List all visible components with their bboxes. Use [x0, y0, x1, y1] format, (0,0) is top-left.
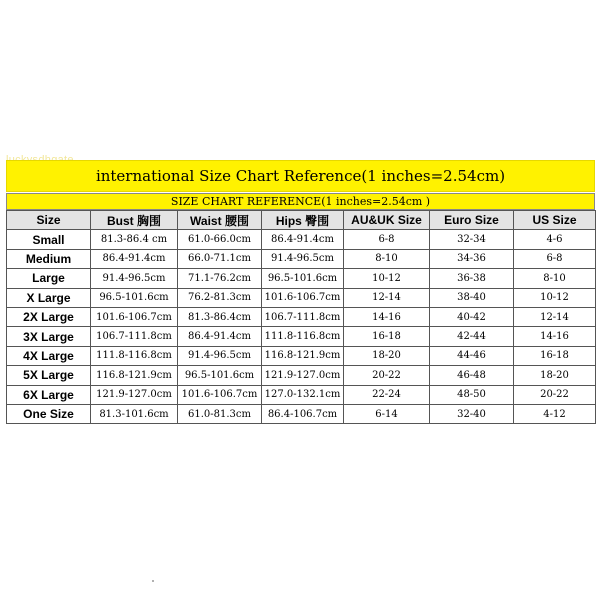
table-cell: 10-12	[344, 269, 430, 288]
table-cell: 6-8	[514, 249, 596, 268]
table-cell: 46-48	[430, 366, 514, 385]
table-cell: 20-22	[344, 366, 430, 385]
table-cell: 121.9-127.0cm	[91, 385, 178, 404]
size-name-cell: 4X Large	[7, 346, 91, 365]
table-cell: 18-20	[514, 366, 596, 385]
chart-subtitle-banner	[6, 193, 595, 210]
table-row	[7, 366, 596, 385]
table-cell: 61.0-66.0cm	[178, 230, 262, 249]
table-cell: 14-16	[514, 327, 596, 346]
size-name-cell: X Large	[7, 288, 91, 307]
table-cell: 81.3-101.6cm	[91, 404, 178, 423]
table-cell: 111.8-116.8cm	[91, 346, 178, 365]
chart-title-banner	[6, 160, 595, 192]
table-row	[7, 288, 596, 307]
table-cell: 96.5-101.6cm	[91, 288, 178, 307]
table-row	[7, 230, 596, 249]
table-cell: 6-14	[344, 404, 430, 423]
table-row	[7, 327, 596, 346]
table-cell: 10-12	[514, 288, 596, 307]
table-cell: 16-18	[344, 327, 430, 346]
table-cell: 101.6-106.7cm	[262, 288, 344, 307]
table-cell: 61.0-81.3cm	[178, 404, 262, 423]
table-cell: 121.9-127.0cm	[262, 366, 344, 385]
table-row	[7, 249, 596, 268]
chart-subtitle: SIZE CHART REFERENCE(1 inches=2.54cm )	[170, 195, 431, 208]
table-cell: 42-44	[430, 327, 514, 346]
table-cell: 81.3-86.4cm	[178, 307, 262, 326]
table-cell: 86.4-91.4cm	[262, 230, 344, 249]
table-cell: 32-34	[430, 230, 514, 249]
table-cell: 127.0-132.1cm	[262, 385, 344, 404]
table-cell: 34-36	[430, 249, 514, 268]
table-cell: 71.1-76.2cm	[178, 269, 262, 288]
size-name-cell: 2X Large	[7, 307, 91, 326]
column-header: Bust 胸围	[91, 211, 178, 230]
table-row	[7, 385, 596, 404]
stray-dot	[152, 580, 154, 582]
table-cell: 66.0-71.1cm	[178, 249, 262, 268]
size-chart-table	[6, 210, 596, 424]
table-cell: 36-38	[430, 269, 514, 288]
table-cell: 96.5-101.6cm	[178, 366, 262, 385]
table-cell: 76.2-81.3cm	[178, 288, 262, 307]
table-row	[7, 404, 596, 423]
table-cell: 91.4-96.5cm	[262, 249, 344, 268]
table-header-row	[7, 211, 596, 230]
chart-title: international Size Chart Reference(1 inches=2.54cm)	[95, 167, 506, 185]
column-header: Euro Size	[430, 211, 514, 230]
table-cell: 106.7-111.8cm	[262, 307, 344, 326]
table-cell: 44-46	[430, 346, 514, 365]
table-cell: 40-42	[430, 307, 514, 326]
table-cell: 14-16	[344, 307, 430, 326]
table-cell: 20-22	[514, 385, 596, 404]
table-cell: 96.5-101.6cm	[262, 269, 344, 288]
table-cell: 101.6-106.7cm	[91, 307, 178, 326]
table-cell: 101.6-106.7cm	[178, 385, 262, 404]
table-cell: 86.4-106.7cm	[262, 404, 344, 423]
table-row	[7, 346, 596, 365]
table-cell: 48-50	[430, 385, 514, 404]
table-cell: 86.4-91.4cm	[91, 249, 178, 268]
column-header: Hips 臀围	[262, 211, 344, 230]
table-cell: 12-14	[514, 307, 596, 326]
table-cell: 12-14	[344, 288, 430, 307]
size-name-cell: 6X Large	[7, 385, 91, 404]
column-header: US Size	[514, 211, 596, 230]
table-cell: 86.4-91.4cm	[178, 327, 262, 346]
table-cell: 116.8-121.9cm	[262, 346, 344, 365]
size-name-cell: Large	[7, 269, 91, 288]
column-header: Size	[7, 211, 91, 230]
table-cell: 38-40	[430, 288, 514, 307]
column-header: AU&UK Size	[344, 211, 430, 230]
table-cell: 8-10	[344, 249, 430, 268]
table-row	[7, 307, 596, 326]
table-row	[7, 269, 596, 288]
table-cell: 32-40	[430, 404, 514, 423]
table-cell: 111.8-116.8cm	[262, 327, 344, 346]
table-cell: 22-24	[344, 385, 430, 404]
table-cell: 91.4-96.5cm	[178, 346, 262, 365]
table-cell: 18-20	[344, 346, 430, 365]
table-cell: 6-8	[344, 230, 430, 249]
size-name-cell: One Size	[7, 404, 91, 423]
table-cell: 116.8-121.9cm	[91, 366, 178, 385]
table-cell: 8-10	[514, 269, 596, 288]
size-name-cell: Medium	[7, 249, 91, 268]
size-name-cell: 3X Large	[7, 327, 91, 346]
table-cell: 81.3-86.4 cm	[91, 230, 178, 249]
table-cell: 4-6	[514, 230, 596, 249]
table-cell: 4-12	[514, 404, 596, 423]
table-body	[7, 230, 596, 424]
table-cell: 91.4-96.5cm	[91, 269, 178, 288]
size-name-cell: Small	[7, 230, 91, 249]
size-name-cell: 5X Large	[7, 366, 91, 385]
table-cell: 16-18	[514, 346, 596, 365]
table-cell: 106.7-111.8cm	[91, 327, 178, 346]
column-header: Waist 腰围	[178, 211, 262, 230]
